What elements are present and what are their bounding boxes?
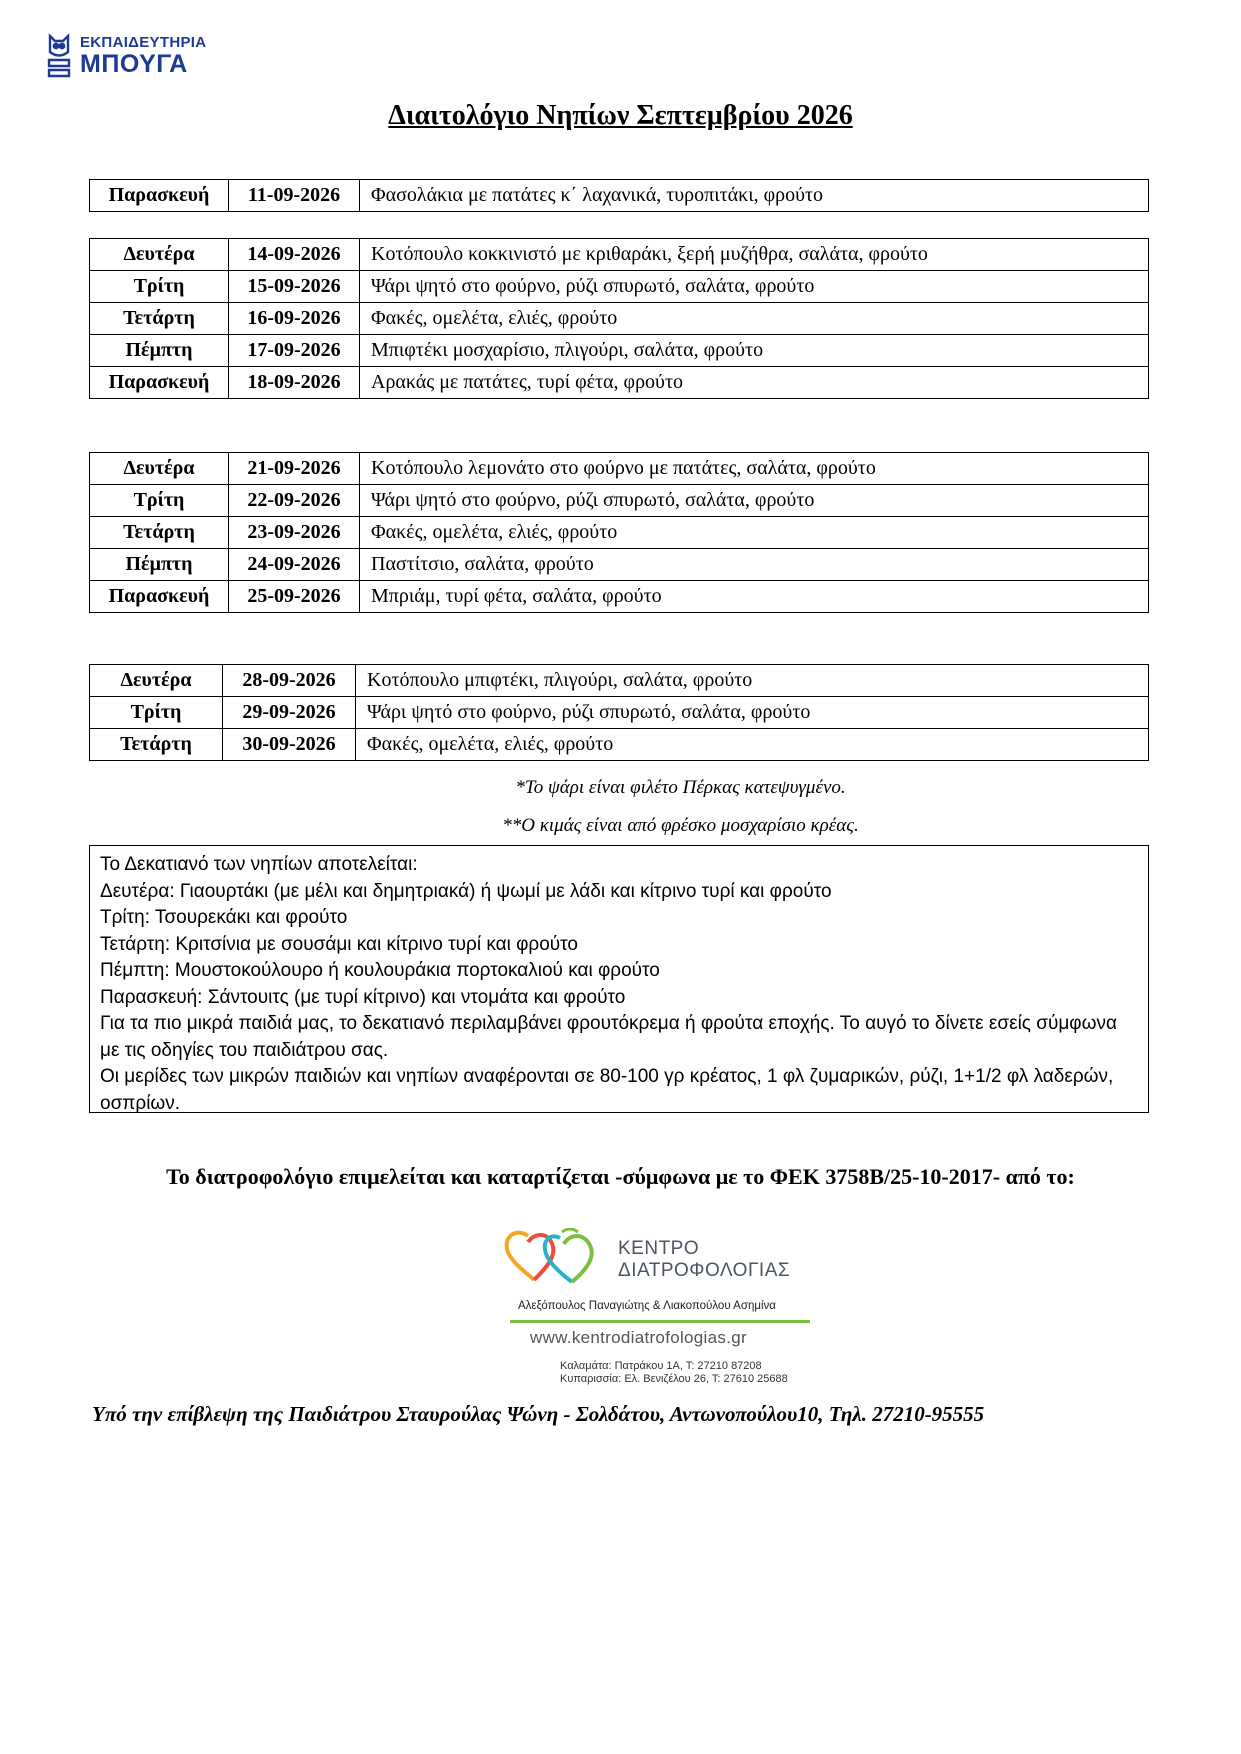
nutrition-center-logo [500,1220,830,1385]
breakfast-line: Δευτέρα: Γιαουρτάκι (με μέλι και δημητριακά) ή ψωμί με λάδι και κίτρινο τυρί και φρούτο [100,880,832,902]
date-cell: 29-09-2026 [223,697,356,729]
date-cell: 28-09-2026 [223,665,356,697]
meal-cell: Φακές, ομελέτα, ελιές, φρούτο [356,729,1149,761]
meal-cell: Ψάρι ψητό στο φούρνο, ρύζι σπυρωτό, σαλάτα, φρούτο [360,271,1149,303]
meal-cell: Κοτόπουλο κοκκινιστό με κριθαράκι, ξερή μυζήθρα, σαλάτα, φρούτο [360,239,1149,271]
breakfast-line: Τρίτη: Τσουρεκάκι και φρούτο [100,907,348,928]
meal-cell: Κοτόπουλο μπιφτέκι, πλιγούρι, σαλάτα, φρούτο [356,665,1149,697]
school-logo [46,30,206,82]
table-row [90,239,1149,271]
day-cell: Τρίτη [90,271,229,303]
breakfast-line: Οι μερίδες των μικρών παιδιών και νηπίων αναφέρονται σε 80-100 γρ κρέατος, 1 φλ ζυμαρικών, ρύζι, 1+1/2 φλ λαδερών, οσπρίων. [100,1066,1114,1114]
date-cell: 21-09-2026 [229,453,360,485]
meal-cell: Φακές, ομελέτα, ελιές, φρούτο [360,303,1149,335]
day-cell: Τετάρτη [90,303,229,335]
breakfast-line: Για τα πιο μικρά παιδιά μας, το δεκατιανό περιλαμβάνει φρουτόκρεμα ή φρούτα εποχής. Το αυγό το δίνετε εσείς σύμφωνα με τις οδηγίες του παιδιάτρου σας. [100,1013,1117,1061]
nutritionist-names: Αλεξόπουλος Παναγιώτης & Λιακοπούλου Ασημίνα [518,1300,776,1312]
date-cell: 30-09-2026 [223,729,356,761]
school-name-line1: ΕΚΠΑΙΔΕΥΤΗΡΙΑ [80,34,207,51]
table-row [90,367,1149,399]
breakfast-line: Πέμπτη: Μουστοκούλουρο ή κουλουράκια πορτοκαλιού και φρούτο [100,960,660,981]
day-cell: Δευτέρα [90,239,229,271]
day-cell: Τετάρτη [90,517,229,549]
menu-table-week3 [89,452,1149,613]
fish-note: *Το ψάρι είναι φιλέτο Πέρκας κατεψυγμένο. [515,777,846,798]
meal-cell: Μπιφτέκι μοσχαρίσιο, πλιγούρι, σαλάτα, φρούτο [360,335,1149,367]
date-cell: 14-09-2026 [229,239,360,271]
hearts-logo-icon [500,1228,612,1290]
meal-cell: Φασολάκια με πατάτες κ΄ λαχανικά, τυροπιτάκι, φρούτο [360,180,1149,212]
page-title: Διαιτολόγιο Νηπίων Σεπτεμβρίου 2026 [388,100,853,131]
breakfast-line: Παρασκευή: Σάντουιτς (με τυρί κίτρινο) και ντομάτα και φρούτο [100,986,626,1008]
date-cell: 15-09-2026 [229,271,360,303]
table-row [90,697,1149,729]
day-cell: Δευτέρα [90,665,223,697]
table-row [90,485,1149,517]
address-kyparissia: Κυπαρισσία: Ελ. Βενιζέλου 26, Τ: 27610 25688 [560,1373,788,1385]
table-row [90,581,1149,613]
breakfast-line: Το Δεκατιανό των νηπίων αποτελείται: [100,854,418,875]
meal-cell: Φακές, ομελέτα, ελιές, φρούτο [360,517,1149,549]
day-cell: Τρίτη [90,697,223,729]
date-cell: 22-09-2026 [229,485,360,517]
date-cell: 23-09-2026 [229,517,360,549]
date-cell: 24-09-2026 [229,549,360,581]
meal-cell: Ψάρι ψητό στο φούρνο, ρύζι σπυρωτό, σαλάτα, φρούτο [360,485,1149,517]
address-kalamata: Καλαμάτα: Πατράκου 1Α, Τ: 27210 87208 [560,1360,762,1372]
day-cell: Παρασκευή [90,180,229,212]
table-row [90,729,1149,761]
day-cell: Τρίτη [90,485,229,517]
nutrition-center-name [618,1238,790,1282]
brand-line2: ΔΙΑΤΡΟΦΟΛΟΓΙΑΣ [618,1260,791,1281]
meal-cell: Κοτόπουλο λεμονάτο στο φούρνο με πατάτες, σαλάτα, φρούτο [360,453,1149,485]
date-cell: 17-09-2026 [229,335,360,367]
date-cell: 16-09-2026 [229,303,360,335]
breakfast-line: Τετάρτη: Κριτσίνια με σουσάμι και κίτρινο τυρί και φρούτο [100,933,578,955]
day-cell: Παρασκευή [90,581,229,613]
menu-table-week4 [89,664,1149,761]
day-cell: Παρασκευή [90,367,229,399]
day-cell: Δευτέρα [90,453,229,485]
table-row [90,453,1149,485]
supervision-footer: Υπό την επίβλεψη της Παιδιάτρου Σταυρούλας Ψώνη - Σολδάτου, Αντωνοπούλου10, Τηλ. 27210-95555 [92,1402,985,1426]
breakfast-box [89,845,1149,1113]
menu-table-week2 [89,238,1149,399]
table-row [90,665,1149,697]
brand-line1: ΚΕΝΤΡΟ [618,1238,700,1259]
school-name-line2: ΜΠΟΥΓΑ [80,50,188,78]
divider [510,1320,810,1323]
website: www.kentrodiatrofologias.gr [530,1328,747,1347]
day-cell: Πέμπτη [90,335,229,367]
day-cell: Τετάρτη [90,729,223,761]
mince-note: **Ο κιμάς είναι από φρέσκο μοσχαρίσιο κρέας. [502,815,859,836]
meal-cell: Μπριάμ, τυρί φέτα, σαλάτα, φρούτο [360,581,1149,613]
addresses [560,1360,788,1386]
owl-on-books-icon [46,32,72,80]
date-cell: 11-09-2026 [229,180,360,212]
meal-cell: Παστίτσιο, σαλάτα, φρούτο [360,549,1149,581]
table-row [90,517,1149,549]
meal-cell: Αρακάς με πατάτες, τυρί φέτα, φρούτο [360,367,1149,399]
legal-statement: Το διατροφολόγιο επιμελείται και καταρτίζεται -σύμφωνα με το ΦΕΚ 3758Β/25-10-2017- από το: [166,1164,1075,1189]
table-row [90,271,1149,303]
table-row [90,549,1149,581]
menu-table-week1 [89,179,1149,212]
table-row [90,180,1149,212]
table-row [90,303,1149,335]
date-cell: 18-09-2026 [229,367,360,399]
day-cell: Πέμπτη [90,549,229,581]
table-row [90,335,1149,367]
meal-cell: Ψάρι ψητό στο φούρνο, ρύζι σπυρωτό, σαλάτα, φρούτο [356,697,1149,729]
date-cell: 25-09-2026 [229,581,360,613]
